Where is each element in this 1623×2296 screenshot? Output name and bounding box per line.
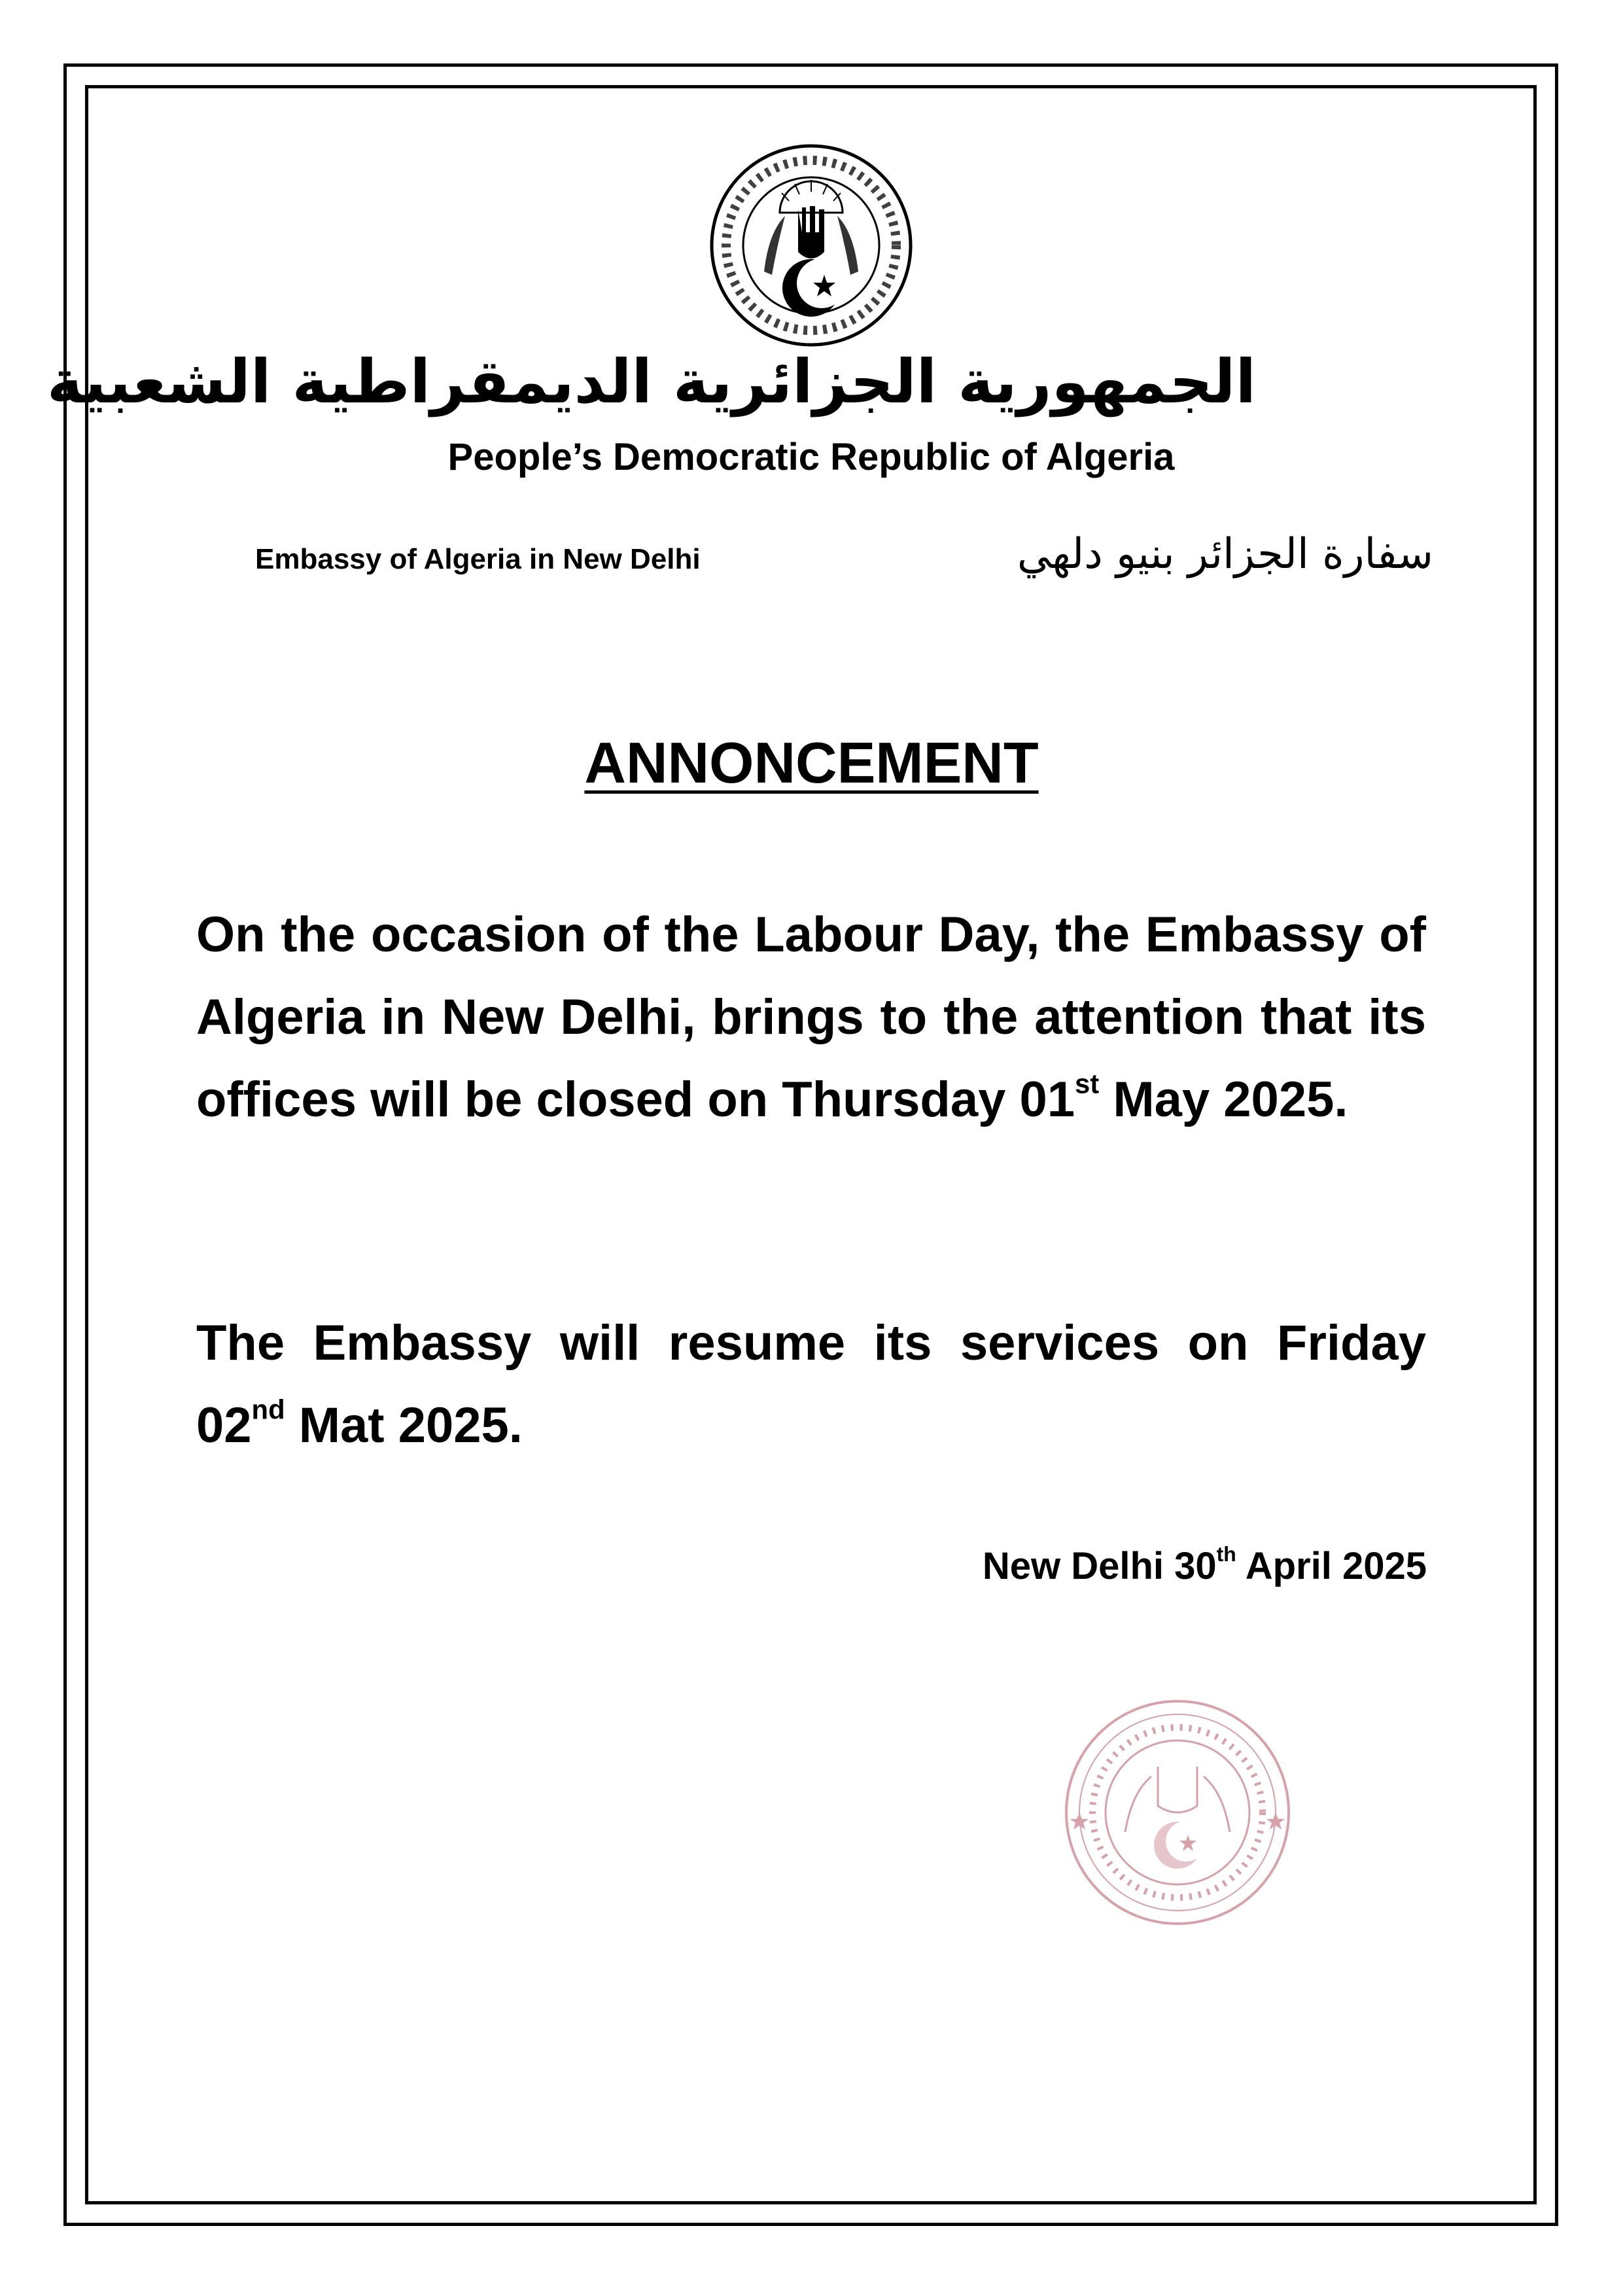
para1-text: On the occasion of the Labour Day, the Embassy of Algeria in New Delhi, brings to the attention that its offices will be closed on Thursday 01 <box>196 907 1426 1127</box>
para2-text: The Embassy will resume its services on Friday 02 <box>196 1315 1426 1453</box>
embassy-name-arabic: سفارة الجزائر بنيو دلهي <box>1017 530 1433 578</box>
issue-date-text: New Delhi 30 <box>982 1545 1217 1587</box>
issue-date-text-end: April 2025 <box>1236 1545 1427 1587</box>
embassy-stamp-icon <box>1060 1695 1295 1930</box>
embassy-name-english: Embassy of Algeria in New Delhi <box>255 543 701 575</box>
country-name-english: People’s Democratic Republic of Algeria <box>447 436 1175 478</box>
para2-text-end: Mat 2025. <box>285 1398 523 1453</box>
issue-date-ordinal-suffix: th <box>1216 1542 1236 1566</box>
country-name-arabic: الجمهورية الجزائرية الديمقراطية الشعبية <box>46 347 1256 417</box>
announcement-paragraph-resume <box>196 1302 1426 1467</box>
issue-date <box>983 1544 1427 1588</box>
announcement-paragraph-closure <box>196 894 1426 1141</box>
algeria-emblem-icon <box>707 141 916 350</box>
para1-text-end: May 2025. <box>1099 1072 1348 1127</box>
announcement-headline: ANNONCEMENT <box>584 730 1039 795</box>
para1-ordinal-suffix: st <box>1075 1068 1100 1099</box>
para2-ordinal-suffix: nd <box>251 1394 285 1425</box>
